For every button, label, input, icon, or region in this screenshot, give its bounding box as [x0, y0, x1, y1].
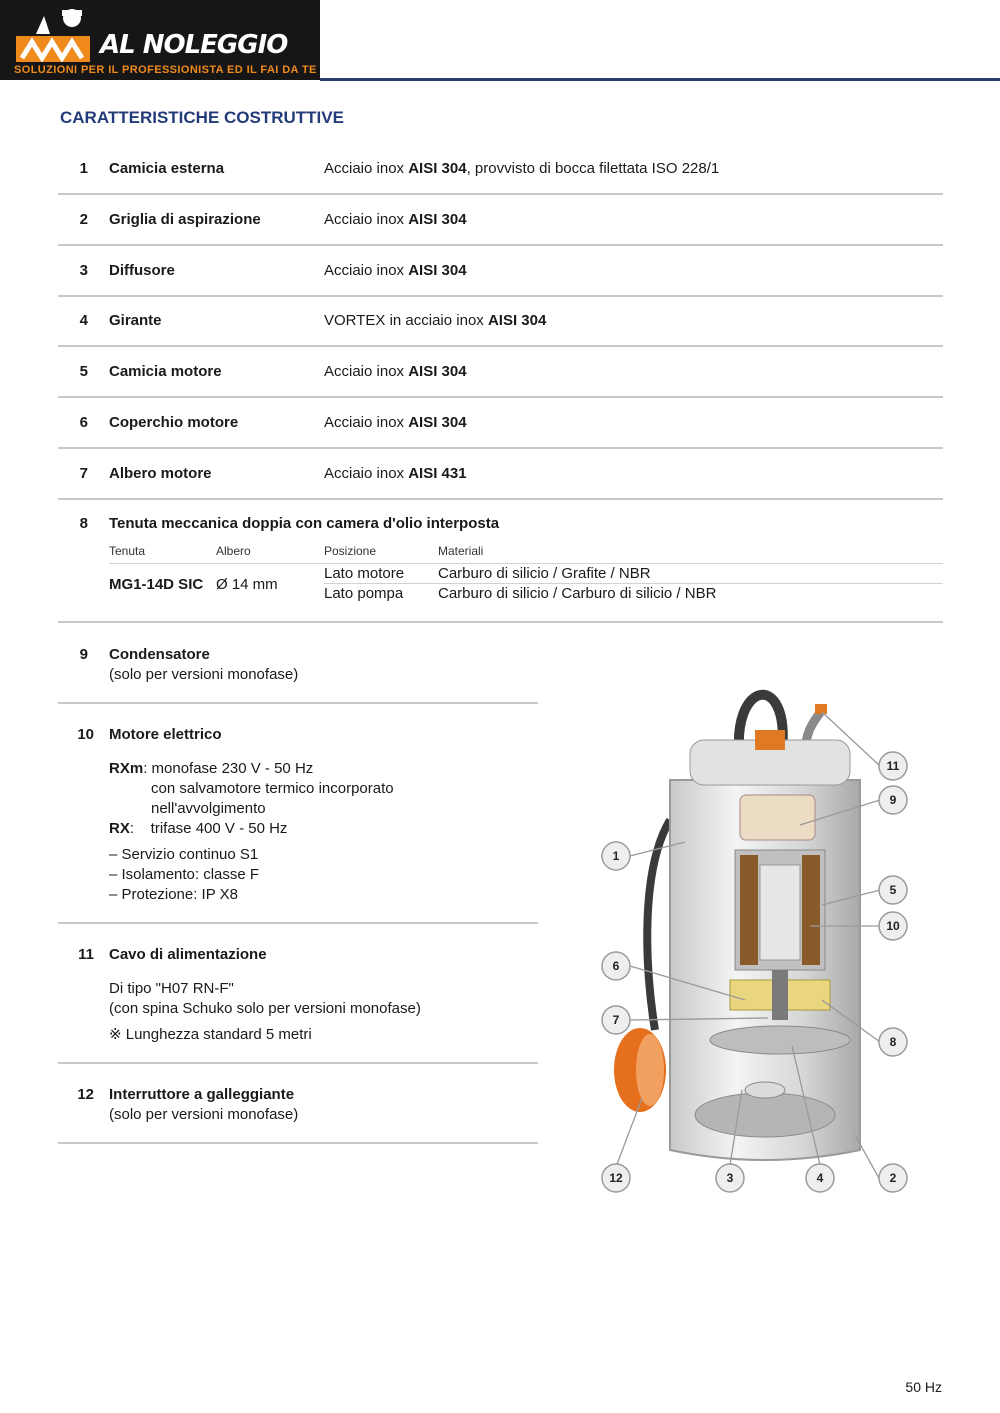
svg-text:11: 11 [886, 759, 900, 773]
callout-9 [879, 786, 907, 814]
brand-logo [0, 0, 320, 80]
callout-8 [879, 1028, 907, 1056]
svg-text:2: 2 [889, 1171, 897, 1185]
row-number: 3 [79, 262, 88, 279]
component-material: Acciaio inox AISI 304 [324, 211, 467, 228]
row-divider [58, 396, 943, 398]
svg-text:8: 8 [889, 1035, 897, 1049]
callout-7 [602, 1006, 630, 1034]
float-switch-note: (solo per versioni monofase) [109, 1106, 299, 1123]
component-material: VORTEX in acciaio inox AISI 304 [324, 312, 547, 329]
svg-text:9: 9 [889, 793, 897, 807]
component-name: Albero motore [109, 465, 212, 482]
motor-bullet: – Protezione: IP X8 [109, 886, 238, 903]
seal-mat-motor: Carburo di silicio / Grafite / NBR [438, 565, 651, 582]
pump-cutaway-diagram [560, 670, 980, 1210]
seal-header-albero: Albero [216, 544, 251, 558]
callout-11 [879, 752, 907, 780]
seal-mat-pump: Carburo di silicio / Carburo di silicio / NBR [438, 585, 717, 602]
cable-line1: Di tipo "H07 RN-F" [109, 980, 234, 997]
row-number: 10 [77, 726, 94, 743]
capacitor-note: (solo per versioni monofase) [109, 666, 299, 683]
svg-text:5: 5 [889, 883, 897, 897]
seal-pos-pump: Lato pompa [324, 585, 404, 602]
row-number: 9 [79, 646, 88, 663]
seal-header-tenuta: Tenuta [109, 544, 146, 558]
callout-4 [806, 1164, 834, 1192]
logo-mark-icon [14, 6, 94, 62]
row-divider [58, 193, 943, 195]
row-number: 11 [78, 946, 94, 963]
header-divider [320, 78, 1000, 81]
seal-pos-motor: Lato motore [324, 565, 405, 582]
row-divider [58, 621, 943, 623]
motor-rxm: RXm: monofase 230 V - 50 Hz [109, 760, 314, 777]
brand-name: AL NOLEGGIO [100, 30, 288, 60]
svg-text:12: 12 [609, 1171, 623, 1185]
seal-title: Tenuta meccanica doppia con camera d'olio interposta [109, 515, 500, 532]
brand-tagline: SOLUZIONI PER IL PROFESSIONISTA ED IL FAI DA TE [14, 64, 317, 76]
component-material: Acciaio inox AISI 304 [324, 363, 467, 380]
motor-rxm-line2: con salvamotore termico incorporato [151, 780, 394, 797]
motor-bullet: – Isolamento: classe F [109, 866, 260, 883]
cable-title: Cavo di alimentazione [109, 946, 267, 963]
row-divider [58, 1142, 538, 1144]
callout-1 [602, 842, 630, 870]
component-name: Coperchio motore [109, 414, 239, 431]
component-name: Diffusore [109, 262, 175, 279]
callout-3 [716, 1164, 744, 1192]
row-divider [58, 244, 943, 246]
seal-header-divider [109, 563, 943, 564]
component-name: Camicia motore [109, 363, 222, 380]
callout-2 [879, 1164, 907, 1192]
callout-5 [879, 876, 907, 904]
svg-text:4: 4 [816, 1171, 824, 1185]
callout-12 [602, 1164, 630, 1192]
svg-text:1: 1 [612, 849, 620, 863]
cable-line2: (con spina Schuko solo per versioni monofase) [109, 1000, 421, 1017]
cable-line3: ※ Lunghezza standard 5 metri [109, 1026, 312, 1043]
float-switch-title: Interruttore a galleggiante [109, 1086, 295, 1103]
component-material: Acciaio inox AISI 304 [324, 262, 467, 279]
callout-10 [879, 912, 907, 940]
page-footer: 50 Hz [905, 1379, 942, 1395]
seal-header-posizione: Posizione [324, 544, 377, 558]
row-number: 4 [79, 312, 88, 329]
seal-header-materiali: Materiali [438, 544, 484, 558]
row-divider [58, 1062, 538, 1064]
component-name: Girante [109, 312, 162, 329]
seal-shaft: Ø 14 mm [216, 576, 278, 593]
seal-model: MG1-14D SIC [109, 576, 204, 593]
row-divider [58, 702, 538, 704]
svg-text:6: 6 [612, 959, 620, 973]
component-name: Griglia di aspirazione [109, 211, 261, 228]
row-number: 5 [79, 363, 88, 380]
motor-rx: RX: trifase 400 V - 50 Hz [109, 820, 288, 837]
row-divider [58, 295, 943, 297]
component-name: Camicia esterna [109, 160, 225, 177]
row-divider [58, 447, 943, 449]
row-number: 7 [79, 465, 88, 482]
row-number: 2 [79, 211, 88, 228]
section-title: CARATTERISTICHE COSTRUTTIVE [60, 108, 344, 127]
callout-6 [602, 952, 630, 980]
component-material: Acciaio inox AISI 304, provvisto di bocca filettata ISO 228/1 [324, 160, 720, 177]
motor-rxm-line3: nell'avvolgimento [151, 800, 266, 817]
row-divider [58, 922, 538, 924]
seal-row-divider [324, 583, 943, 584]
svg-text:7: 7 [612, 1013, 620, 1027]
motor-title: Motore elettrico [109, 726, 222, 743]
row-number: 6 [79, 414, 88, 431]
row-divider [58, 498, 943, 500]
capacitor-title: Condensatore [109, 646, 210, 663]
motor-bullet: – Servizio continuo S1 [109, 846, 259, 863]
svg-text:3: 3 [726, 1171, 734, 1185]
row-number: 1 [79, 160, 88, 177]
component-material: Acciaio inox AISI 431 [324, 465, 467, 482]
svg-text:10: 10 [886, 919, 900, 933]
row-number: 12 [77, 1086, 94, 1103]
row-divider [58, 345, 943, 347]
component-material: Acciaio inox AISI 304 [324, 414, 467, 431]
row-number: 8 [79, 515, 88, 532]
